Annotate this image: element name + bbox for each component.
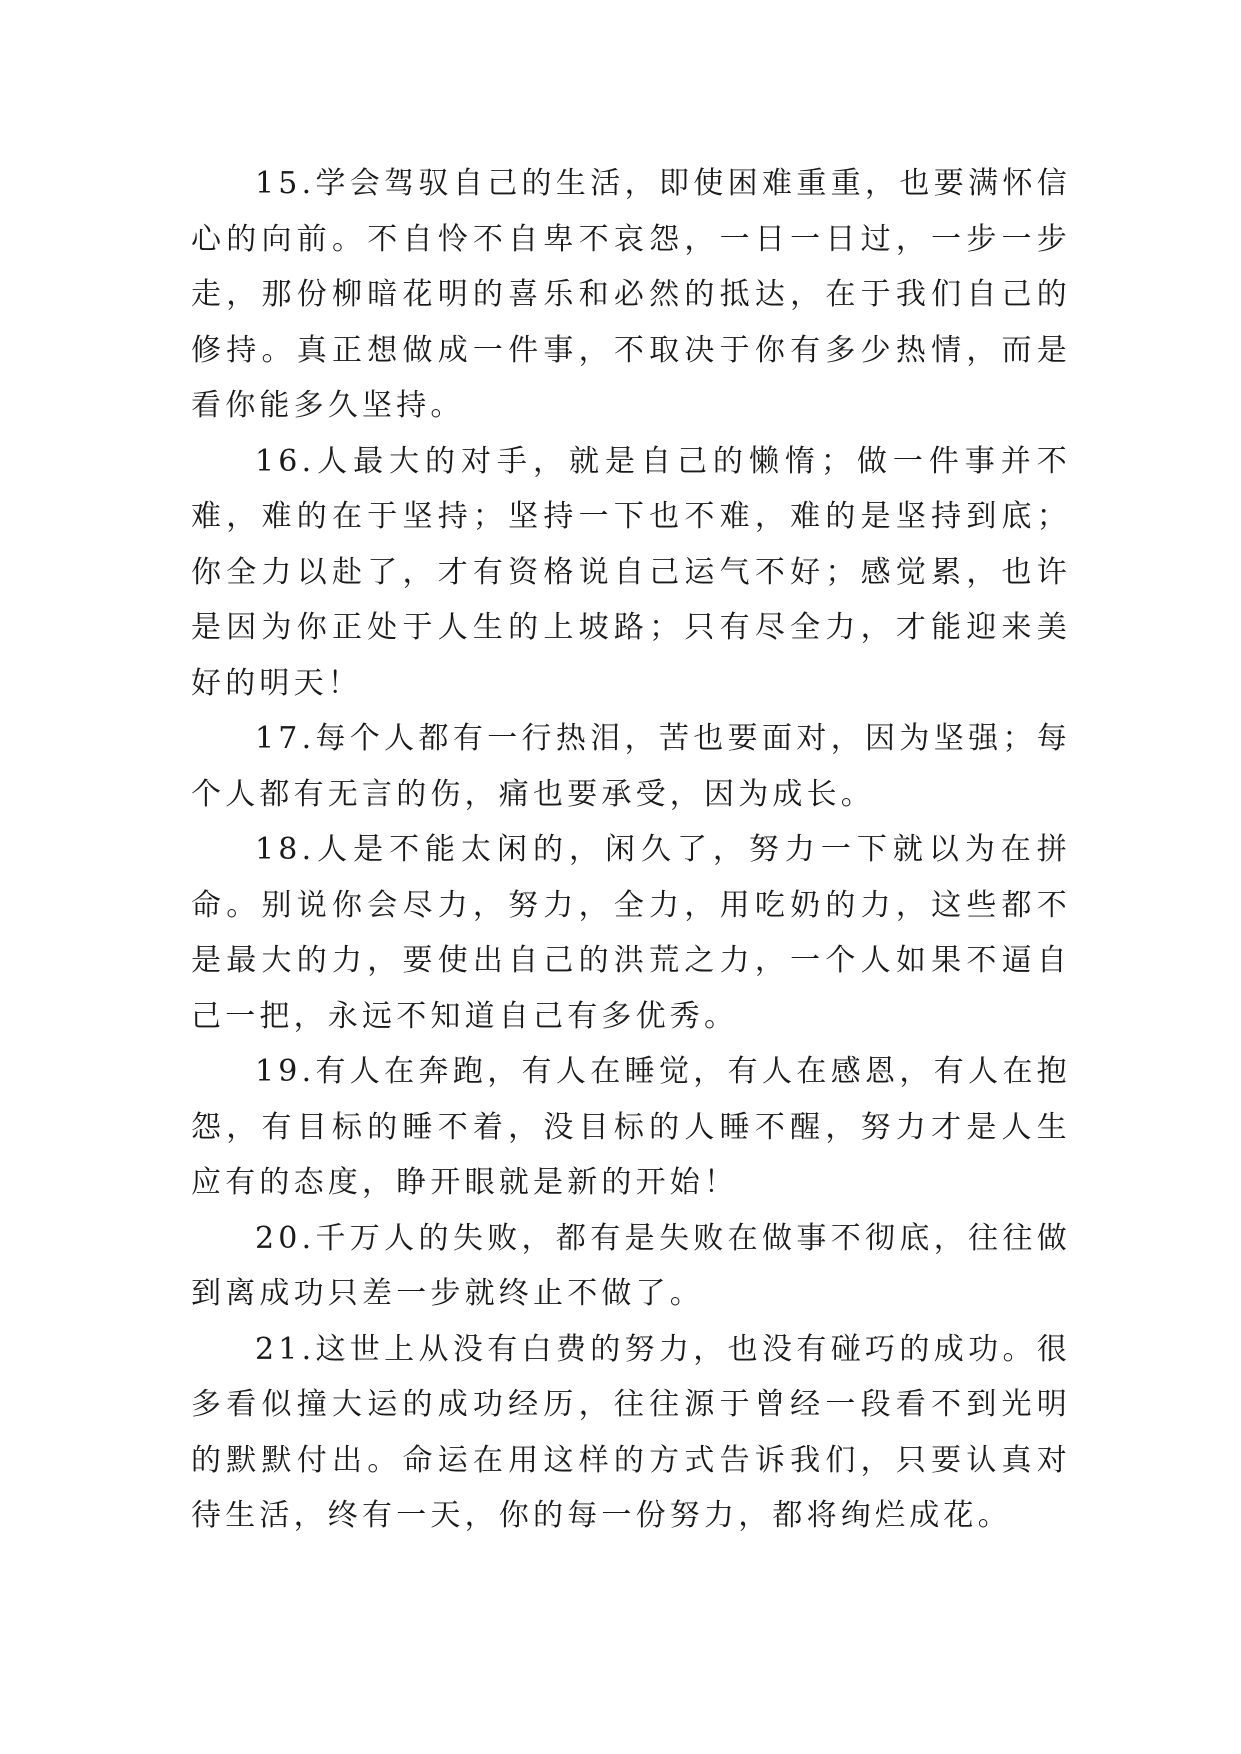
paragraph-18: 18.人是不能太闲的，闲久了，努力一下就以为在拼命。别说你会尽力，努力，全力，用吃奶的力，这些都不是最大的力，要使出自己的洪荒之力，一个人如果不逼自己一把，永远不知道自己有多优秀。 [191,832,1071,1034]
document-body [191,156,1071,1544]
paragraph-20: 20.千万人的失败，都有是失败在做事不彻底，往往做到离成功只差一步就终止不做了。 [191,1220,1071,1311]
paragraph-17: 17.每个人都有一行热泪，苦也要面对，因为坚强；每个人都有无言的伤，痛也要承受，因为成长。 [191,721,1071,812]
paragraph-15: 15.学会驾驭自己的生活，即使困难重重，也要满怀信心的向前。不自怜不自卑不哀怨，一日一日过，一步一步走，那份柳暗花明的喜乐和必然的抵达，在于我们自己的修持。真正想做成一件事，不取决于你有多少热情，而是看你能多久坚持。 [191,166,1071,423]
paragraph-19: 19.有人在奔跑，有人在睡觉，有人在感恩，有人在抱怨，有目标的睡不着，没目标的人睡不醒，努力才是人生应有的态度，睁开眼就是新的开始！ [191,1054,1071,1200]
paragraph-16: 16.人最大的对手，就是自己的懒惰；做一件事并不难，难的在于坚持；坚持一下也不难，难的是坚持到底；你全力以赴了，才有资格说自己运气不好；感觉累，也许是因为你正处于人生的上坡路；只有尽全力，才能迎来美好的明天！ [191,443,1071,701]
paragraph-21: 21.这世上从没有白费的努力，也没有碰巧的成功。很多看似撞大运的成功经历，往往源于曾经一段看不到光明的默默付出。命运在用这样的方式告诉我们，只要认真对待生活，终有一天，你的每一份努力，都将绚烂成花。 [191,1331,1071,1533]
